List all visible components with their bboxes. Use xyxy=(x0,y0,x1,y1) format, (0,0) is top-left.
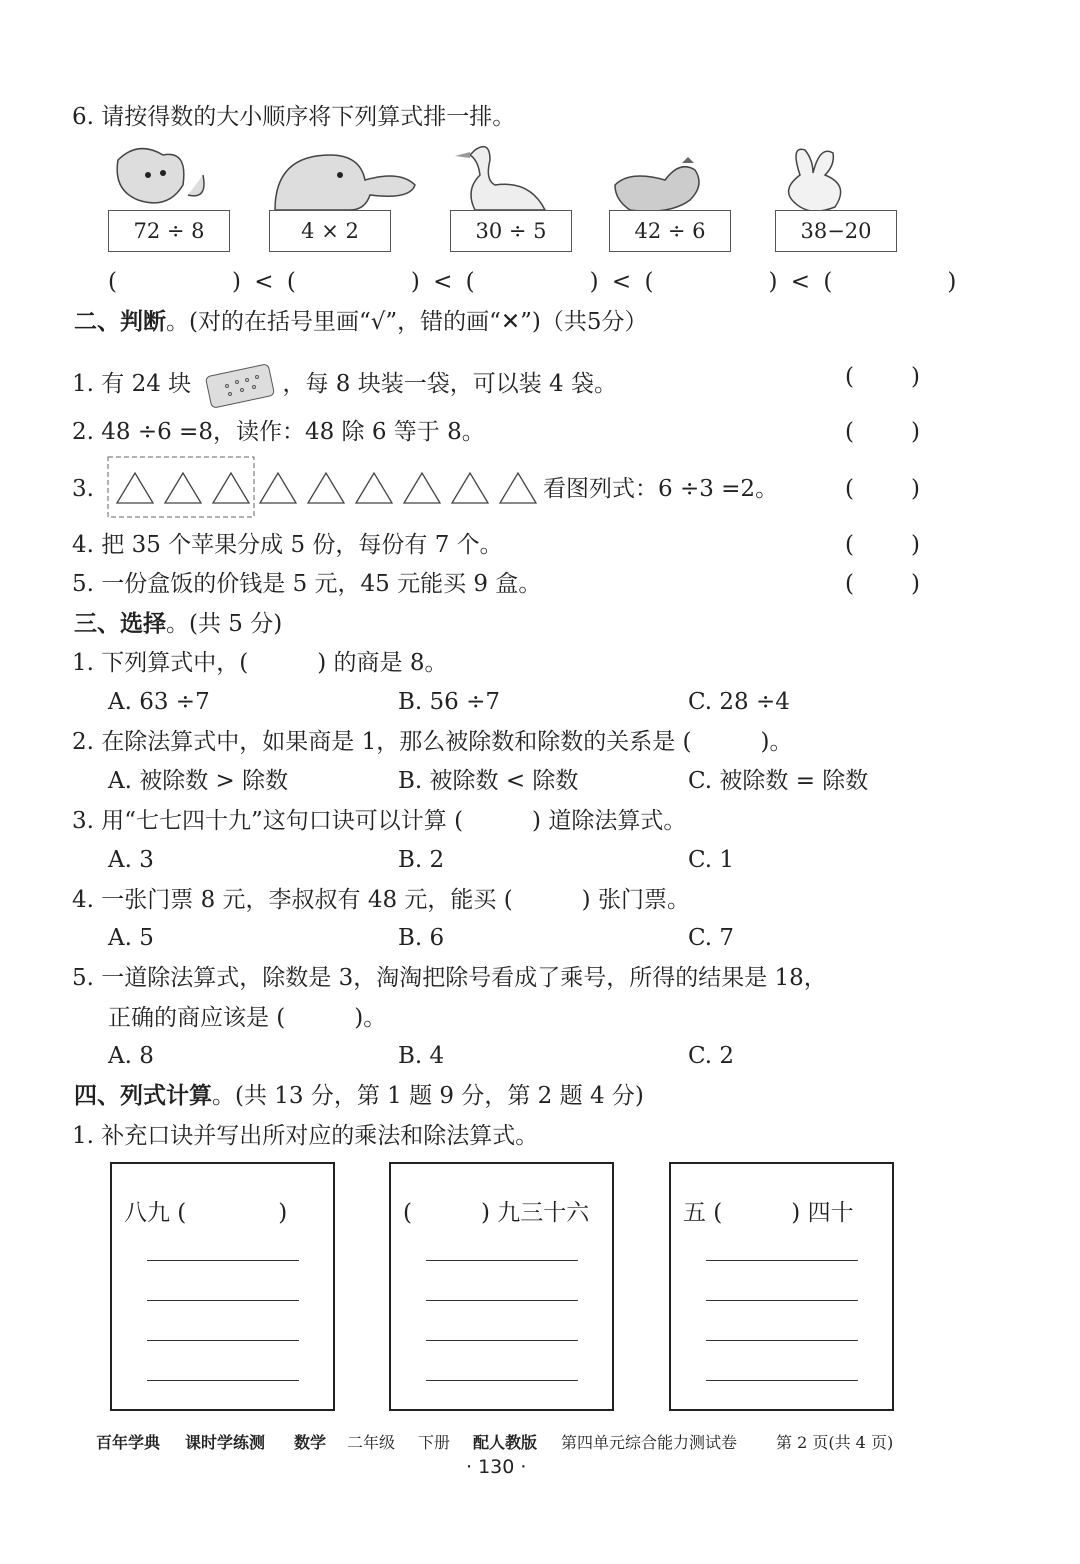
judge-3-pre: 3. xyxy=(72,476,94,502)
choice-5-c: C. 2 xyxy=(688,1043,735,1069)
q6-title: 6. 请按得数的大小顺序将下列算式排一排。 xyxy=(72,104,516,130)
expr-box-4: 42 ÷ 6 xyxy=(609,210,731,252)
choice-4-a: A. 5 xyxy=(108,925,154,951)
footer-term: 下册 xyxy=(418,1433,451,1452)
rabbit-illustration xyxy=(775,145,870,215)
footer-subject: 数学 xyxy=(294,1433,327,1452)
choice-4-b: B. 6 xyxy=(398,925,445,951)
choice-4-question: 4. 一张门票 8 元，李叔叔有 48 元，能买 ( ) 张门票。 xyxy=(72,887,690,913)
answer-paren-3[interactable]: ( ) xyxy=(845,476,920,502)
section-4-q1: 1. 补充口诀并写出所对应的乘法和除法算式。 xyxy=(72,1123,539,1149)
judge-5: 5. 一份盒饭的价钱是 5 元，45 元能买 9 盒。 xyxy=(72,571,542,597)
goose-illustration xyxy=(450,140,550,215)
dog-illustration xyxy=(108,140,218,215)
choice-1-a: A. 63 ÷7 xyxy=(108,689,210,715)
footer-grade: 二年级 xyxy=(347,1433,396,1452)
choice-1-b: B. 56 ÷7 xyxy=(398,689,501,715)
answer-paren-4[interactable]: ( ) xyxy=(845,532,920,558)
footer-edition: 配人教版 xyxy=(473,1433,538,1452)
choice-5-b: B. 4 xyxy=(398,1043,445,1069)
choice-2-a: A. 被除数 > 除数 xyxy=(108,768,289,794)
choice-2-question: 2. 在除法算式中，如果商是 1，那么被除数和除数的关系是 ( )。 xyxy=(72,729,793,755)
expr-box-3: 30 ÷ 5 xyxy=(450,210,572,252)
answer-paren-2[interactable]: ( ) xyxy=(845,419,920,445)
judge-1-pre: 1. 有 24 块 xyxy=(72,371,192,397)
expr-box-1: 72 ÷ 8 xyxy=(108,210,230,252)
rhyme-box-2[interactable] xyxy=(389,1162,614,1411)
triangles-figure xyxy=(105,455,540,519)
footer-test: 第四单元综合能力测试卷 xyxy=(561,1433,738,1452)
section-4-note: 。(共 13 分，第 1 题 9 分，第 2 题 4 分) xyxy=(212,1083,644,1109)
choice-5-question: 5. 一道除法算式，除数是 3，淘淘把除号看成了乘号，所得的结果是 18， xyxy=(72,965,827,991)
judge-3-post: 看图列式：6 ÷3 =2。 xyxy=(543,476,779,502)
choice-3-question: 3. 用“七七四十九”这句口诀可以计算 ( ) 道除法算式。 xyxy=(72,808,687,834)
choice-4-c: C. 7 xyxy=(688,925,735,951)
choice-1-question: 1. 下列算式中，( ) 的商是 8。 xyxy=(72,650,448,676)
choice-5-a: A. 8 xyxy=(108,1043,154,1069)
choice-1-c: C. 28 ÷4 xyxy=(688,689,790,715)
choice-5-question-cont: 正确的商应该是 ( )。 xyxy=(108,1005,387,1031)
choice-3-b: B. 2 xyxy=(398,847,445,873)
rhyme-box-1[interactable] xyxy=(110,1162,335,1411)
rhyme-1: 八九 ( ) xyxy=(124,1200,288,1226)
expr-box-2: 4 × 2 xyxy=(269,210,391,252)
choice-2-b: B. 被除数 < 除数 xyxy=(398,768,579,794)
choice-3-a: A. 3 xyxy=(108,847,154,873)
judge-2: 2. 48 ÷6 =8，读作：48 除 6 等于 8。 xyxy=(72,419,485,445)
answer-paren-1[interactable]: ( ) xyxy=(845,364,920,390)
elephant-illustration xyxy=(270,150,420,215)
section-2-title: 二、判断 xyxy=(74,309,166,335)
page-number: · 130 · xyxy=(466,1456,527,1478)
hen-illustration xyxy=(610,155,710,215)
footer-series: 课时学练测 xyxy=(185,1433,266,1452)
order-answer-row: ( ) < ( ) < ( ) < ( ) < ( ) xyxy=(108,269,957,295)
biscuit-icon xyxy=(202,362,278,408)
answer-paren-5[interactable]: ( ) xyxy=(845,571,920,597)
judge-4: 4. 把 35 个苹果分成 5 份，每份有 7 个。 xyxy=(72,532,503,558)
rhyme-box-3[interactable] xyxy=(669,1162,894,1411)
section-3-note: 。(共 5 分) xyxy=(166,611,283,637)
section-2-note: 。(对的在括号里画“√”，错的画“✕”)（共5分） xyxy=(166,309,648,335)
rhyme-2: ( ) 九三十六 xyxy=(403,1200,590,1226)
choice-2-c: C. 被除数 = 除数 xyxy=(688,768,869,794)
section-3-title: 三、选择 xyxy=(74,611,166,637)
expr-box-5: 38−20 xyxy=(775,210,897,252)
choice-3-c: C. 1 xyxy=(688,847,735,873)
rhyme-3: 五 ( ) 四十 xyxy=(683,1200,854,1226)
judge-1-post: ，每 8 块装一袋，可以装 4 袋。 xyxy=(282,371,617,397)
footer-page-info: 第 2 页(共 4 页) xyxy=(776,1433,894,1452)
section-4-title: 四、列式计算 xyxy=(74,1083,212,1109)
footer-brand: 百年学典 xyxy=(96,1433,161,1452)
